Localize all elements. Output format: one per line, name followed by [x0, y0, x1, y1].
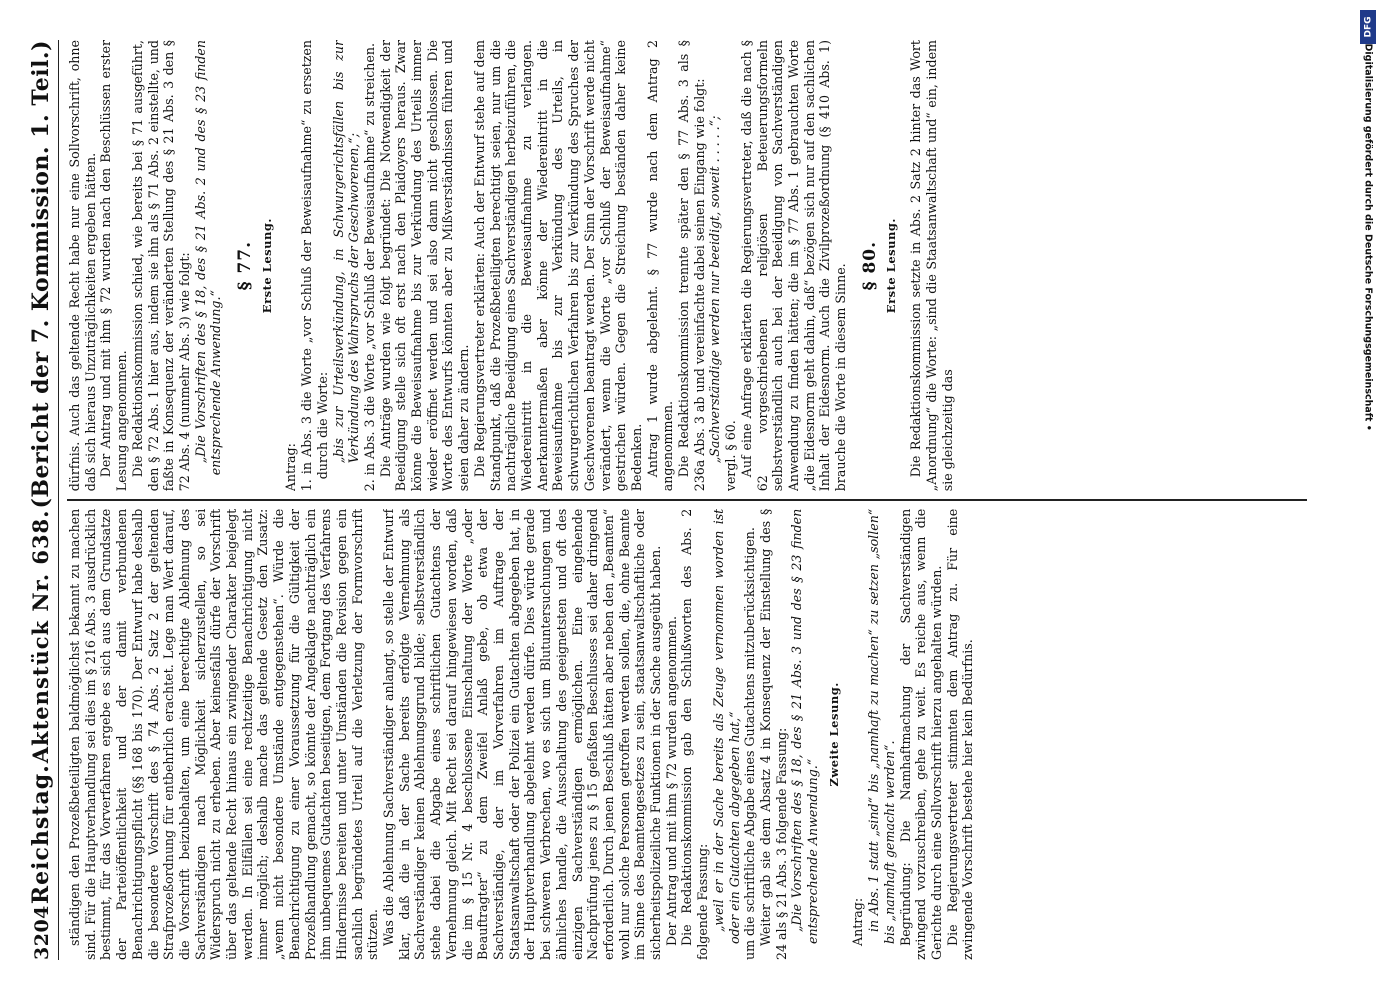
header-left-title: Reichstag. [28, 764, 54, 905]
paragraph: Der Antrag und mit ihm § 72 wurden angenommen. [663, 616, 679, 946]
paragraph: Auf eine Anfrage erklärten die Regierungsvertreter, daß die nach § 62 vorgeschriebenen religiösen Beteuerungsformeln selbstverständlich auch bei der Beeidigung von Sachverständigen Anwendung zu finden hätten; die im § 77 Abs. 1 gebrauchten Worte „die Eidesnorm geht dahin, daß“ bezögen sich nur auf den sachlichen Inhalt der Eidesnorm. Auch die Zivilprozeßordnung (§ 410 Abs. 1) brauche die Worte in diesem Sinne. [738, 40, 849, 492]
subheading: Erste Lesung. [884, 218, 899, 314]
header-center-title: Aktenstück Nr. 638. [28, 509, 53, 764]
column-divider [67, 499, 1307, 500]
paragraph: Die Regierungsvertreter erklärten: Auch der Entwurf stehe auf dem Standpunkt, daß die Prozeßbeteiligten berechtigt seien, nur um die nachträgliche Beeidigung eines Sachverständigen herbeizuführen, die Wiedereintritt in die Beweisaufnahme zu verlangen. Anerkanntermaßen aber könne der Wiedereintritt in die Beweisaufnahme bis zur Verkündung des Urteils, in schwurgerichtlichen Verfahren bis zur Verkündung des Spruches der Geschworenen beantragt werden. Der Sinn der Vorschrift werde nicht verändert, wenn die Worte „vor Schluß der Beweisaufnahme“ gestrichen würden. Gegen die Streichung beständen daher keine Bedenken. [471, 40, 644, 492]
paragraph: Die Regierungsvertreter stimmten dem Antrag zu. Für eine zwingende Vorschrift bestehe hier kein Bedürfnis. [944, 508, 976, 960]
label: Antrag: [850, 897, 866, 946]
page-number: 3204 [31, 905, 53, 960]
quote: „weil er in der Sache bereits als Zeuge vernommen worden ist oder ein Gutachten abgegeben hat,“ [710, 508, 742, 944]
right-column [67, 40, 1307, 491]
quote: „bis zur Urteilsverkündung, in Schwurgerichtsfällen bis zur Verkündung des Wahrspruchs der Geschworenen,“; [330, 40, 362, 464]
paragraph: Die Redaktionskommission schied, wie bereits bei § 71 ausgeführt, den § 72 Abs. 1 hier aus, indem sie ihn als § 71 Abs. 2 einstellte, und faßte in Konsequenz der veränderten Stellung des § 21 Abs. 3 den § 72 Abs. 4 (nunmehr Abs. 3) wie folgt: [129, 40, 192, 492]
paragraph: Die Redaktionskommission setzte in Abs. 2 Satz 2 hinter das Wort „Anordnung“ die Worte: „sind die Staatsanwaltschaft und“ ein, indem sie gleichzeitig das [908, 40, 955, 492]
motion: in Abs. 1 statt „sind“ bis „namhaft zu machen“ zu setzen „sollen“ bis „namhaft gemacht werden“. [866, 508, 897, 944]
subheading: Erste Lesung. [259, 218, 274, 314]
quote: „Die Vorschriften des § 18, des § 21 Abs. 2 und des § 23 finden entsprechende Anwendung.“ [192, 40, 224, 476]
paragraph: Die Redaktionskommission gab den Schlußworten des Abs. 2 folgende Fassung: [679, 508, 711, 960]
paragraph: Was die Ablehnung Sachverständiger anlangt, so stelle der Entwurf klar, daß die in der Sache bereits erfolgte Vernehmung als Sachverständiger keinen Ablehnungsgrund bilde; selbstverständlich stehe dabei die Abgabe eines schriftlichen Gutachtens der Vernehmung gleich. Mit Recht sei darauf hingewiesen worden, daß die im § 15 Nr. 4 beschlossene Einschaltung der Worte „oder Beauftragter“ zu dem Zweifel Anlaß gebe, ob etwa der Sachverständige, der im Vorverfahren im Auftrage der Staatsanwaltschaft oder der Polizei ein Gutachten abgegeben hat, in der Hauptverhandlung abgelehnt werden dürfe. Dies würde gerade bei schweren Verbrechen, wo es sich um Blutuntersuchungen und ähnliches handle, die Ausschaltung des geeignetsten und oft des einzigen Sachverständigen ermöglichen. Eine eingehende Nachprüfung jenes zu § 15 gefaßten Beschlusses sei daher dringend erforderlich. Durch jenen Beschluß hätten aber neben den „Beamten“ wohl nur solche Personen getroffen werden sollen, die, ohne Beamte im Sinne des Beamtengesetzes zu sein, staatsanwaltschaftliche oder sicherheitspolizeiliche Funktionen in der Sache ausgeübt haben. [381, 508, 664, 960]
left-column [67, 509, 1307, 960]
paragraph: Begründung: Die Namhaftmachung der Sachverständigen zwingend vorzuschreiben, gehe zu weit. Es reiche aus, wenn die Gerichte durch eine Sollvorschrift hierzu angehalten würden. [897, 508, 944, 960]
list-item: 1. in Abs. 3 die Worte „vor Schluß der Beweisaufnahme“ zu ersetzen durch die Worte: [299, 40, 330, 492]
reference: vergl. § 60. [723, 420, 739, 492]
digitization-credit [1358, 8, 1380, 768]
header-right-title: (Bericht der 7. Kommission. 1. Teil.) [28, 40, 54, 509]
paragraph: Die Anträge wurden wie folgt begründet: Die Notwendigkeit der Beeidigung stelle sich oft erst nach den Plaidoyers heraus. Zwar könne die Beweisaufnahme bis zur Verkündung des Urteils immer wieder eröffnet werden und sei also dann nicht geschlossen. Die Worte des Entwurfs könnten aber zu Mißverständnissen führen und seien daher zu ändern. [377, 40, 472, 492]
label: Antrag: [283, 443, 299, 492]
list-item: 2. in Abs. 3 die Worte „vor Schluß der Beweisaufnahme“ zu streichen. [361, 43, 377, 492]
paragraph: Weiter gab sie dem Absatz 4 in Konsequenz der Einstellung des § 24 als § 21 Abs. 3 folgende Fassung: [757, 508, 789, 960]
paragraph: ständigen den Prozeßbeteiligten baldmöglichst bekannt zu machen sind. Für die Hauptverhandlung sei dies im § 216 Abs. 3 ausdrücklich bestimmt, für das Vorverfahren ergebe es sich aus dem Grundsatze der Parteiöffentlichkeit und der damit verbundenen Benachrichtigungspflicht (§§ 168 bis 170). Der Entwurf habe deshalb die besondere Vorschrift des § 74 Abs. 2 Satz 2 der geltenden Strafprozeßordnung für entbehrlich erachtet. Lege man Wert darauf, die Vorschrift beizubehalten, um eine berechtigte Ablehnung des Sachverständigen nach Möglichkeit sicherzustellen, so sei Widerspruch nicht zu erheben. Aber keinesfalls dürfe der Vorschrift über das geltende Recht hinaus ein zwingender Charakter beigelegt werden. In Eilfällen sei eine rechtzeitige Benachrichtigung nicht immer möglich; deshalb mache das geltende Gesetz den Zusatz: „wenn nicht besondere Umstände entgegenstehen“. Würde die Benachrichtigung zu einer Voraussetzung für die Gültigkeit der Prozeßhandlung gemacht, so könnte der Angeklagte nachträglich ein ihm unbequemes Gutachten beseitigen, dem Fortgang des Verfahrens Hindernisse bereiten und unter Umständen die Revision gegen ein sachlich begründetes Urteil auf die Verletzung der Formvorschrift stützen. [67, 508, 381, 960]
page-header [28, 40, 59, 960]
paragraph: dürfnis. Auch das geltende Recht habe nur eine Sollvorschrift, ohne daß sich hieraus Unzuträglichkeiten ergeben hätten. [67, 40, 98, 492]
credit-text: Digitalisierung gefördert durch die Deutsche Forschungsgemeinschaft • [1362, 43, 1374, 431]
section-heading: § 77. [235, 240, 256, 291]
paragraph: Der Antrag und mit ihm § 72 wurden nach den Beschlüssen erster Lesung angenommen. [98, 40, 130, 492]
paragraph: um die schriftliche Abgabe eines Gutachtens mitzuberücksichtigen. [742, 527, 758, 960]
subheading: Zweite Lesung. [826, 682, 841, 787]
dfg-logo: DFG [1360, 10, 1376, 44]
paragraph: Die Redaktionskommission trennte später den § 77 Abs. 3 als § 236a Abs. 3 ab und vereinfachte dabei seinen Eingang wie folgt: [676, 40, 707, 492]
quote: „Sachverständige werden nur beeidigt, soweit . . . . .“; [707, 115, 723, 464]
paragraph: Antrag 1 wurde abgelehnt. § 77 wurde nach dem Antrag 2 angenommen. [644, 40, 676, 492]
section-heading: § 80. [859, 240, 880, 291]
quote: „Die Vorschriften des § 18, des § 21 Abs. 3 und des § 23 finden entsprechende Anwendung.“ [789, 508, 821, 944]
